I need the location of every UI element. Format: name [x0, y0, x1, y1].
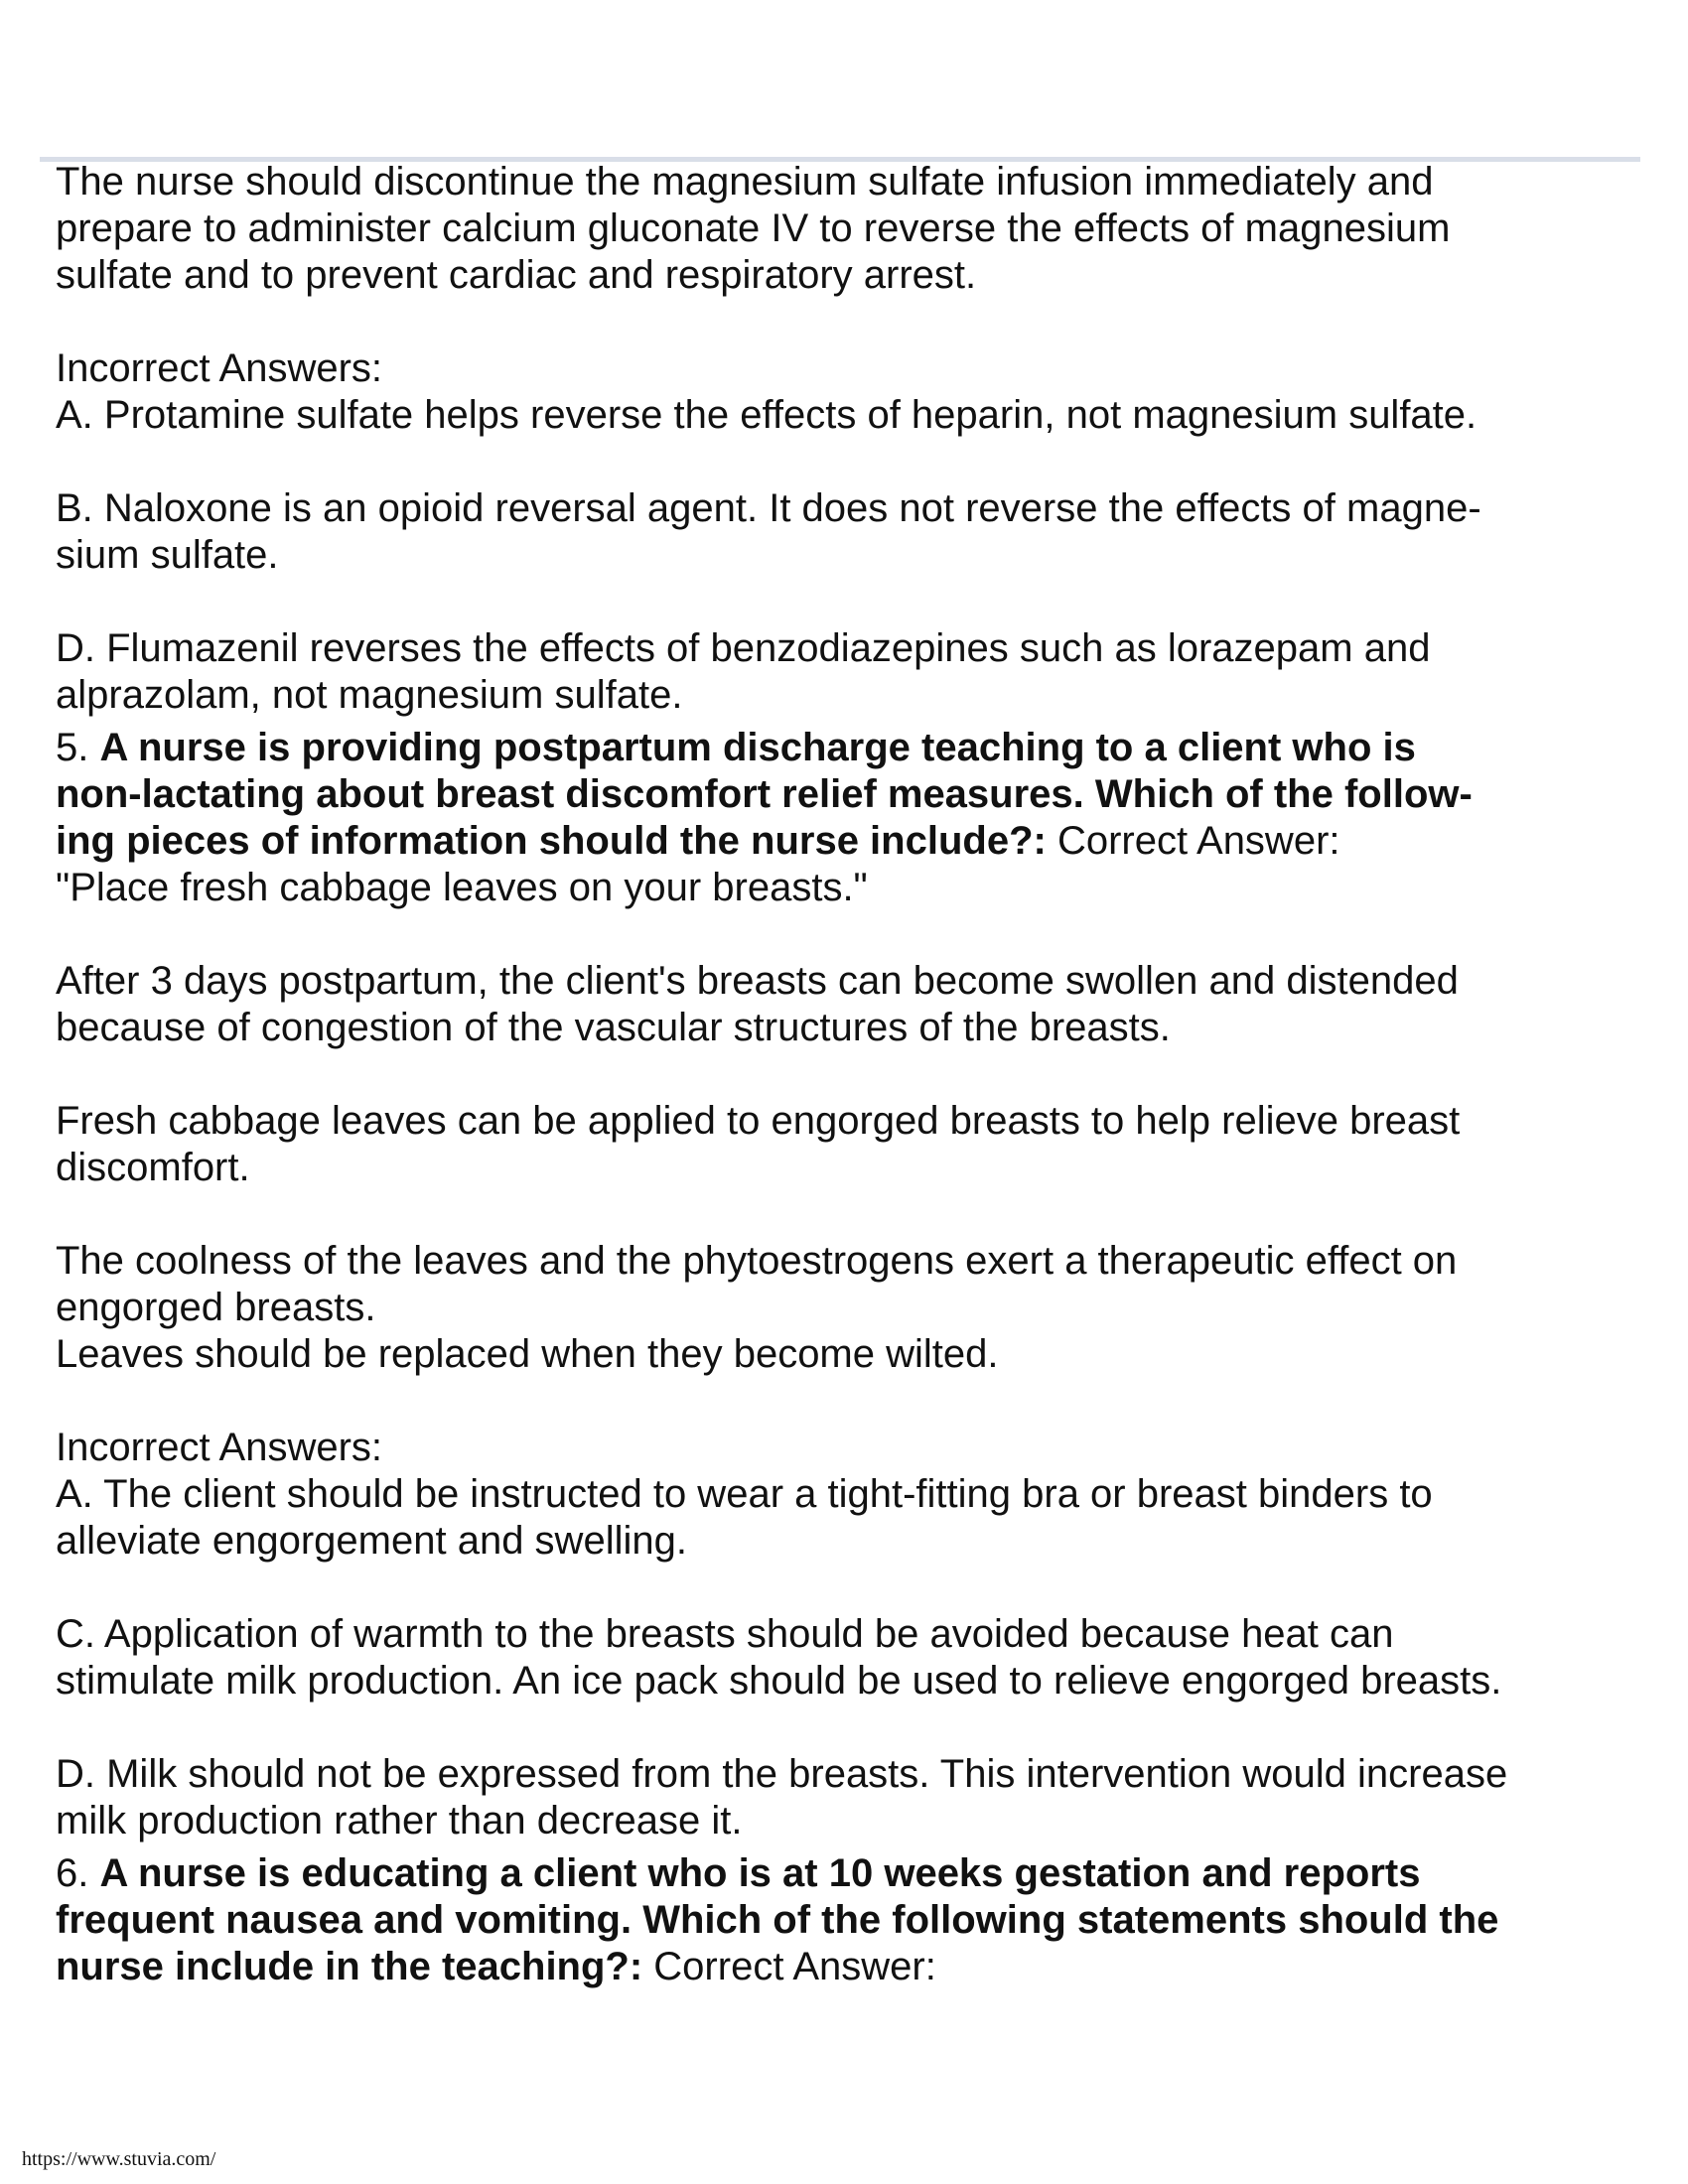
q5-incorrect-c: C. Application of warmth to the breasts should be avoided because heat can stimulate milk production. An ice pack should be used to relieve engorged breasts.: [56, 1612, 1502, 1703]
q5-number: 5.: [56, 726, 89, 769]
question-5: [56, 725, 1644, 865]
q5-explanation-3: The coolness of the leaves and the phytoestrogens exert a therapeutic effect on engorged breasts. Leaves should be replaced when they become wilted.: [56, 1239, 1458, 1376]
q4-incorrect-a: A. Protamine sulfate helps reverse the effects of heparin, not magnesium sulfate.: [56, 393, 1477, 437]
q6-correct-label: Correct Answer:: [653, 1945, 936, 1988]
q4-incorrect-b: B. Naloxone is an opioid reversal agent. It does not reverse the effects of magne- sium sulfate.: [56, 486, 1481, 577]
q5-incorrect-a: A. The client should be instructed to wear a tight-fitting bra or breast binders to alleviate engorgement and swelling.: [56, 1472, 1433, 1563]
q5-question-text: A nurse is providing postpartum discharge teaching to a client who is non-lactating about breast discomfort relief measures. Which of the follow- ing pieces of information should the nurse include?:: [56, 726, 1473, 863]
document-body: [56, 159, 1644, 1990]
q5-incorrect-d: D. Milk should not be expressed from the breasts. This intervention would increase milk production rather than decrease it.: [56, 1752, 1508, 1843]
q5-incorrect-heading: Incorrect Answers:: [56, 1426, 383, 1469]
q4-incorrect-d: D. Flumazenil reverses the effects of benzodiazepines such as lorazepam and alprazolam, not magnesium sulfate.: [56, 626, 1431, 717]
q4-incorrect-heading: Incorrect Answers:: [56, 346, 383, 390]
q5-explanation-2: Fresh cabbage leaves can be applied to engorged breasts to help relieve breast discomfort.: [56, 1099, 1461, 1189]
q5-correct-label: Correct Answer:: [1056, 819, 1340, 863]
q4-answer-explanation: The nurse should discontinue the magnesium sulfate infusion immediately and prepare to administer calcium gluconate IV to reverse the effects of magnesium sulfate and to prevent cardiac and respiratory arrest.: [56, 160, 1451, 297]
footer-url[interactable]: https://www.stuvia.com/: [22, 2148, 216, 2170]
q6-question-text: A nurse is educating a client who is at 10 weeks gestation and reports frequent nausea and vomiting. Which of the following statements should the nurse include in the teaching?:: [56, 1851, 1499, 1988]
q6-number: 6.: [56, 1851, 89, 1895]
question-6: [56, 1850, 1644, 1990]
q5-explanation-1: After 3 days postpartum, the client's breasts can become swollen and distended because of congestion of the vascular structures of the breasts.: [56, 959, 1459, 1049]
q5-correct-answer: "Place fresh cabbage leaves on your breasts.": [56, 866, 868, 909]
